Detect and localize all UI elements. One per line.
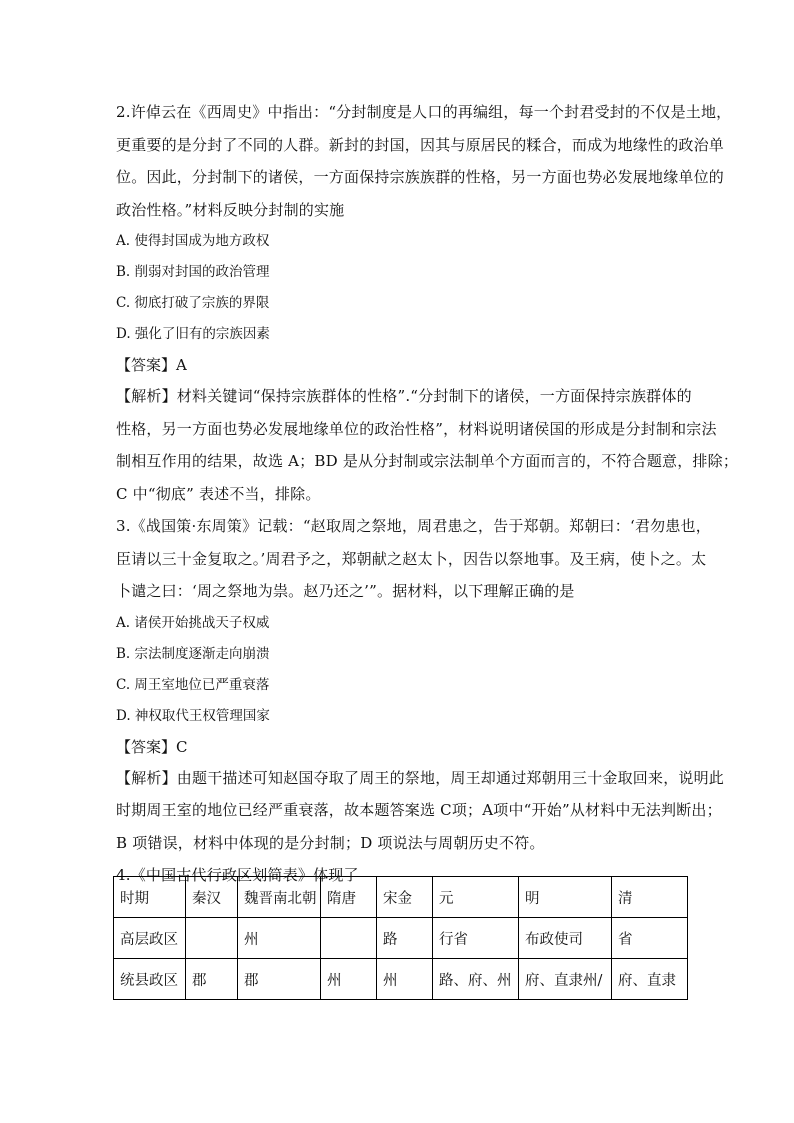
table-cell: 高层政区: [114, 918, 186, 959]
q2-analysis-line: 制相互作用的结果，故选 A；BD 是从分封制或宗法制单个方面而言的，不符合题意，排除；: [116, 452, 739, 470]
table-cell: [321, 918, 377, 959]
q3-analysis-line: 时期周王室的地位已经严重衰落，故本题答案选 C项；A项中“开始”从材料中无法判断出；: [116, 801, 722, 819]
table-cell: 统县政区: [114, 959, 186, 1000]
q3-option-a: A. 诸侯开始挑战天子权威: [116, 614, 270, 631]
question-3: [116, 510, 725, 859]
q3-analysis-line: 【解析】由题干描述可知赵国夺取了周王的祭地，周王却通过郑朝用三十金取回来，说明此: [116, 768, 725, 787]
q2-stem-line: 2.许倬云在《西周史》中指出：“分封制度是人口的再编组，每一个封君受封的不仅是土地，: [116, 103, 732, 121]
table-cell: 州: [321, 959, 377, 1000]
table-cell: 州: [238, 918, 321, 959]
q2-stem-line: 位。因此，分封制下的诸侯，一方面保持宗族族群的性格，另一方面也势必发展地缘单位的: [116, 168, 725, 186]
table-cell: 魏晋南北朝: [238, 877, 321, 918]
table-row: [114, 959, 688, 1000]
table-cell: 府、直隶州/: [519, 959, 612, 1000]
q4-stem: 4.《中国古代行政区划简表》体现了: [116, 866, 359, 884]
table-cell: 路: [377, 918, 433, 959]
document-page: [116, 96, 739, 892]
q2-answer: 【答案】A: [116, 356, 187, 374]
table-row: [114, 918, 688, 959]
q3-option-b: B. 宗法制度逐渐走向崩溃: [116, 645, 270, 662]
table-cell: 明: [519, 877, 612, 918]
table-cell: 州: [377, 959, 433, 1000]
q2-option-d: D. 强化了旧有的宗族因素: [116, 326, 270, 342]
table-cell: [186, 918, 238, 959]
table-cell: 行省: [433, 918, 519, 959]
table-cell: 隋唐: [321, 877, 377, 918]
q3-stem-line: 臣请以三十金复取之。’周君予之，郑朝献之赵太卜，因告以祭地事。及王病，使卜之。太: [116, 549, 707, 568]
q3-option-c: C. 周王室地位已严重衰落: [116, 676, 270, 693]
table-cell: 布政使司: [519, 918, 612, 959]
q3-answer: 【答案】C: [116, 737, 188, 756]
table-cell: 宋金: [377, 877, 433, 918]
q3-option-d: D. 神权取代王权管理国家: [116, 707, 270, 724]
q2-stem-line: 政治性格。”材料反映分封制的实施: [116, 200, 345, 219]
table-cell: 元: [433, 877, 519, 918]
table-cell: 府、直隶: [612, 959, 688, 1000]
table-cell: 清: [612, 877, 688, 918]
q2-option-c: C. 彻底打破了宗族的界限: [116, 295, 270, 311]
q3-stem-line: 3.《战国策·东周策》记载：“赵取周之祭地，周君患之，告于郑朝。郑朝曰：‘君勿患也，: [116, 517, 711, 535]
table-cell: 省: [612, 918, 688, 959]
q3-stem-line: 卜谴之曰：‘周之祭地为祟。赵乃还之’”。据材料，以下理解正确的是: [116, 582, 575, 600]
table-row: [114, 877, 688, 918]
q2-analysis-line: C 中“彻底” 表述不当，排除。: [116, 484, 321, 503]
question-2: [116, 96, 739, 510]
q2-stem-line: 更重要的是分封了不同的人群。新封的封国，因其与原居民的糅合，而成为地缘性的政治单: [116, 135, 725, 154]
q2-analysis-line: 【解析】材料关键词“保持宗族群体的性格”.“分封制下的诸侯，一方面保持宗族群体的: [116, 387, 692, 405]
table-cell: 秦汉: [186, 877, 238, 918]
q3-analysis-line: B 项错误，材料中体现的是分封制；D 项说法与周朝历史不符。: [116, 833, 545, 852]
q2-option-b: B. 削弱对封国的政治管理: [116, 264, 270, 280]
q2-option-a: A. 使得封国成为地方政权: [116, 233, 270, 249]
q2-analysis-line: 性格，另一方面也势必发展地缘单位的政治性格”，材料说明诸侯国的形成是分封制和宗法: [116, 419, 717, 438]
table-cell: 郡: [186, 959, 238, 1000]
table-cell: 时期: [114, 877, 186, 918]
table-cell: 路、府、州: [433, 959, 519, 1000]
admin-division-table: [113, 876, 688, 1000]
table-cell: 郡: [238, 959, 321, 1000]
